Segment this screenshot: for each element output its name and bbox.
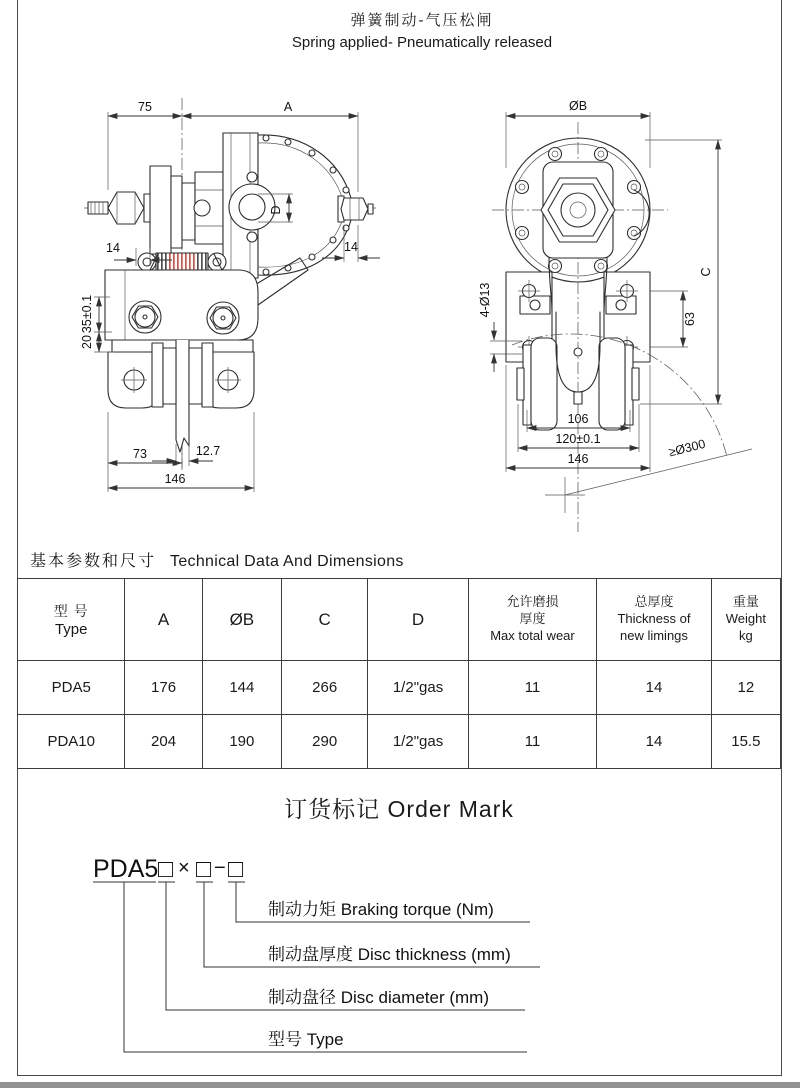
dim-label-holes: 4-Ø13: [478, 282, 492, 318]
cell-c: 266: [282, 661, 368, 715]
dim-label-C: C: [699, 267, 713, 277]
cell-a: 176: [125, 661, 202, 715]
table-row-pda10: [18, 715, 781, 769]
dim-label-120: 120±0.1: [555, 432, 601, 446]
col-header-wear: 允许磨损 厚度 Max total wear: [468, 579, 597, 661]
cell-type: PDA10: [18, 715, 125, 769]
order-mark-heading: 订货标记 Order Mark: [284, 796, 514, 822]
dim-label-73: 73: [133, 447, 147, 461]
cell-d: 1/2"gas: [368, 661, 468, 715]
dim-label-146-side: 146: [164, 472, 186, 486]
order-code-box-3: □: [228, 855, 244, 883]
order-code-prefix: PDA5: [93, 855, 159, 883]
dim-label-12-7: 12.7: [195, 444, 221, 458]
cell-thickness: 14: [597, 661, 711, 715]
order-mark-diagram: [93, 855, 540, 1052]
side-view-drawing: [80, 98, 380, 492]
dim-label-146-front: 146: [567, 452, 589, 466]
order-code-dash: −: [214, 857, 226, 879]
col-header-c: C: [282, 579, 368, 661]
cell-a: 204: [125, 715, 202, 769]
cell-thickness: 14: [597, 715, 711, 769]
dim-label-75: 75: [138, 100, 152, 114]
col-header-type: 型 号 Type: [18, 579, 125, 661]
dim-label-D: D: [269, 205, 283, 215]
dim-label-20: 20: [80, 335, 94, 349]
page-bottom-edge: [0, 1082, 800, 1088]
dim-label-14-right: 14: [344, 240, 358, 254]
cell-b: 144: [202, 661, 281, 715]
dim-label-A: A: [283, 100, 293, 114]
cell-b: 190: [202, 715, 281, 769]
dim-label-106: 106: [567, 412, 589, 426]
order-label-type: 型号 Type: [268, 1030, 344, 1049]
cell-wear: 11: [468, 715, 597, 769]
table-header-row: [18, 579, 781, 661]
cell-c: 290: [282, 715, 368, 769]
order-label-disc-diameter: 制动盘径 Disc diameter (mm): [268, 988, 490, 1007]
page-title-en: Spring applied- Pneumatically released: [291, 33, 553, 51]
dim-label-35: 35±0.1: [80, 294, 94, 334]
col-header-a: A: [125, 579, 202, 661]
table-row-pda5: [18, 661, 781, 715]
section-heading: [30, 548, 404, 571]
dim-label-14-left: 14: [106, 241, 120, 255]
section-heading-en: Technical Data And Dimensions: [170, 553, 404, 570]
col-header-d: D: [368, 579, 468, 661]
spec-table: [17, 578, 781, 769]
cell-type: PDA5: [18, 661, 125, 715]
order-label-braking-torque: 制动力矩 Braking torque (Nm): [268, 900, 494, 919]
dim-label-OB: ØB: [568, 99, 588, 113]
page-title-zh: 弹簧制动-气压松闸: [350, 12, 494, 29]
col-header-thickness: 总厚度 Thickness of new limings: [597, 579, 711, 661]
order-code-times: ×: [178, 857, 190, 879]
col-header-weight: 重量 Weight kg: [711, 579, 780, 661]
order-label-disc-thickness: 制动盘厚度 Disc thickness (mm): [268, 945, 511, 964]
order-code-box-1: □: [158, 855, 174, 883]
dim-label-min-disc: ≥Ø300: [667, 436, 707, 460]
cell-weight: 12: [711, 661, 780, 715]
cell-wear: 11: [468, 661, 597, 715]
col-header-b: ØB: [202, 579, 281, 661]
section-heading-zh: 基本参数和尺寸: [30, 553, 157, 570]
cell-weight: 15.5: [711, 715, 780, 769]
dim-label-63: 63: [683, 312, 697, 326]
order-code-box-2: □: [196, 855, 212, 883]
front-view-drawing: [478, 99, 752, 532]
cell-d: 1/2"gas: [368, 715, 468, 769]
